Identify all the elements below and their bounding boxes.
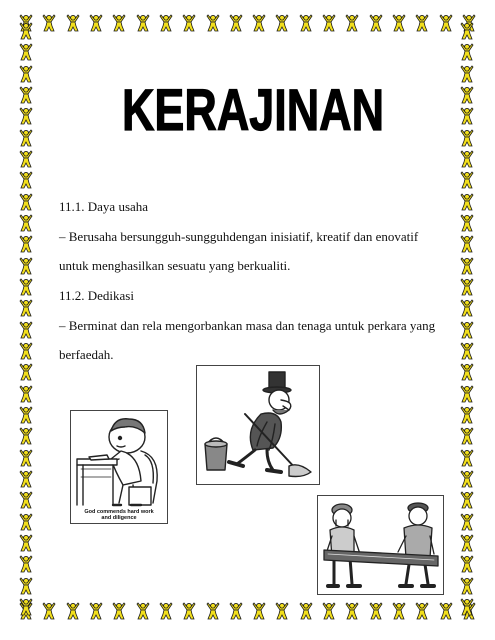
cheering-figure-icon bbox=[459, 43, 475, 61]
cheering-figure-icon bbox=[18, 598, 34, 616]
cheering-figure-icon bbox=[459, 342, 475, 360]
cheering-figure-icon bbox=[368, 602, 384, 620]
cheering-figure-icon bbox=[368, 14, 384, 32]
cheering-figure-icon bbox=[298, 14, 314, 32]
man-mopping-illustration bbox=[196, 365, 320, 485]
heading-daya-usaha: 11.1. Daya usaha bbox=[59, 199, 149, 214]
cheering-figure-icon bbox=[459, 427, 475, 445]
cheering-figure-icon bbox=[459, 129, 475, 147]
page-border-right bbox=[459, 22, 479, 616]
cheering-figure-icon bbox=[158, 602, 174, 620]
cheering-figure-icon bbox=[438, 602, 454, 620]
page-border-bottom bbox=[18, 602, 477, 622]
cheering-figure-icon bbox=[18, 278, 34, 296]
cheering-figure-icon bbox=[459, 86, 475, 104]
cheering-figure-icon bbox=[414, 14, 430, 32]
cheering-figure-icon bbox=[18, 171, 34, 189]
cheering-figure-icon bbox=[459, 449, 475, 467]
cheering-figure-icon bbox=[438, 14, 454, 32]
cheering-figure-icon bbox=[459, 65, 475, 83]
worker-caption-line-1: God commends hard work bbox=[84, 509, 154, 515]
cheering-figure-icon bbox=[158, 14, 174, 32]
cheering-figure-icon bbox=[18, 107, 34, 125]
cheering-figure-icon bbox=[205, 14, 221, 32]
cheering-figure-icon bbox=[459, 150, 475, 168]
page-border-left bbox=[18, 22, 38, 616]
cheering-figure-icon bbox=[321, 14, 337, 32]
cheering-figure-icon bbox=[459, 107, 475, 125]
worker-caption-line-2: and diligence bbox=[101, 515, 137, 521]
cheering-figure-icon bbox=[459, 299, 475, 317]
cheering-figure-icon bbox=[135, 14, 151, 32]
cheering-figure-icon bbox=[18, 150, 34, 168]
cheering-figure-icon bbox=[18, 385, 34, 403]
dedikasi-line-1: – Berminat dan rela mengorbankan masa dan tenaga untuk perkara yang bbox=[59, 318, 436, 333]
cheering-figure-icon bbox=[18, 470, 34, 488]
cheering-figure-icon bbox=[18, 363, 34, 381]
teamwork-carrying-illustration bbox=[317, 495, 444, 595]
cheering-figure-icon bbox=[391, 602, 407, 620]
cheering-figure-icon bbox=[459, 555, 475, 573]
cheering-figure-icon bbox=[459, 193, 475, 211]
cheering-figure-icon bbox=[459, 22, 475, 40]
cheering-figure-icon bbox=[18, 534, 34, 552]
worker-at-desk-illustration bbox=[70, 410, 168, 524]
cheering-figure-icon bbox=[41, 14, 57, 32]
cheering-figure-icon bbox=[18, 257, 34, 275]
cheering-figure-icon bbox=[18, 577, 34, 595]
cheering-figure-icon bbox=[459, 577, 475, 595]
cheering-figure-icon bbox=[459, 278, 475, 296]
page-title bbox=[118, 46, 388, 143]
cheering-figure-icon bbox=[135, 602, 151, 620]
cheering-figure-icon bbox=[18, 321, 34, 339]
cheering-figure-icon bbox=[251, 602, 267, 620]
cheering-figure-icon bbox=[18, 129, 34, 147]
cheering-figure-icon bbox=[251, 14, 267, 32]
cheering-figure-icon bbox=[88, 602, 104, 620]
cheering-figure-icon bbox=[459, 363, 475, 381]
cheering-figure-icon bbox=[459, 257, 475, 275]
cheering-figure-icon bbox=[18, 406, 34, 424]
cheering-figure-icon bbox=[298, 602, 314, 620]
cheering-figure-icon bbox=[18, 22, 34, 40]
cheering-figure-icon bbox=[274, 602, 290, 620]
cheering-figure-icon bbox=[41, 602, 57, 620]
cheering-figure-icon bbox=[18, 449, 34, 467]
cheering-figure-icon bbox=[459, 406, 475, 424]
page-border-top bbox=[18, 14, 477, 34]
cheering-figure-icon bbox=[18, 513, 34, 531]
cheering-figure-icon bbox=[459, 491, 475, 509]
cheering-figure-icon bbox=[18, 555, 34, 573]
cheering-figure-icon bbox=[205, 602, 221, 620]
cheering-figure-icon bbox=[228, 14, 244, 32]
cheering-figure-icon bbox=[459, 214, 475, 232]
cheering-figure-icon bbox=[459, 235, 475, 253]
cheering-figure-icon bbox=[18, 86, 34, 104]
cheering-figure-icon bbox=[65, 14, 81, 32]
cheering-figure-icon bbox=[459, 513, 475, 531]
cheering-figure-icon bbox=[344, 14, 360, 32]
cheering-figure-icon bbox=[18, 235, 34, 253]
cheering-figure-icon bbox=[18, 299, 34, 317]
cheering-figure-icon bbox=[181, 602, 197, 620]
cheering-figure-icon bbox=[391, 14, 407, 32]
dedikasi-line-2: berfaedah. bbox=[59, 347, 114, 362]
cheering-figure-icon bbox=[111, 14, 127, 32]
cheering-figure-icon bbox=[18, 65, 34, 83]
cheering-figure-icon bbox=[88, 14, 104, 32]
cheering-figure-icon bbox=[18, 43, 34, 61]
cheering-figure-icon bbox=[459, 385, 475, 403]
worker-illustration-caption bbox=[71, 509, 167, 521]
cheering-figure-icon bbox=[18, 491, 34, 509]
cheering-figure-icon bbox=[321, 602, 337, 620]
cheering-figure-icon bbox=[65, 602, 81, 620]
cheering-figure-icon bbox=[181, 14, 197, 32]
cheering-figure-icon bbox=[18, 214, 34, 232]
cheering-figure-icon bbox=[414, 602, 430, 620]
cheering-figure-icon bbox=[18, 193, 34, 211]
cheering-figure-icon bbox=[111, 602, 127, 620]
cheering-figure-icon bbox=[18, 427, 34, 445]
cheering-figure-icon bbox=[459, 598, 475, 616]
cheering-figure-icon bbox=[228, 602, 244, 620]
cheering-figure-icon bbox=[274, 14, 290, 32]
daya-usaha-line-2: untuk menghasilkan sesuatu yang berkualiti. bbox=[59, 258, 291, 273]
cheering-figure-icon bbox=[459, 321, 475, 339]
cheering-figure-icon bbox=[18, 342, 34, 360]
cheering-figure-icon bbox=[459, 470, 475, 488]
cheering-figure-icon bbox=[459, 171, 475, 189]
daya-usaha-line-1: – Berusaha bersungguh-sungguhdengan inisiatif, kreatif dan enovatif bbox=[59, 229, 419, 244]
page-title-text: KERAJINAN bbox=[122, 78, 384, 143]
cheering-figure-icon bbox=[344, 602, 360, 620]
heading-dedikasi: 11.2. Dedikasi bbox=[59, 288, 134, 303]
cheering-figure-icon bbox=[459, 534, 475, 552]
